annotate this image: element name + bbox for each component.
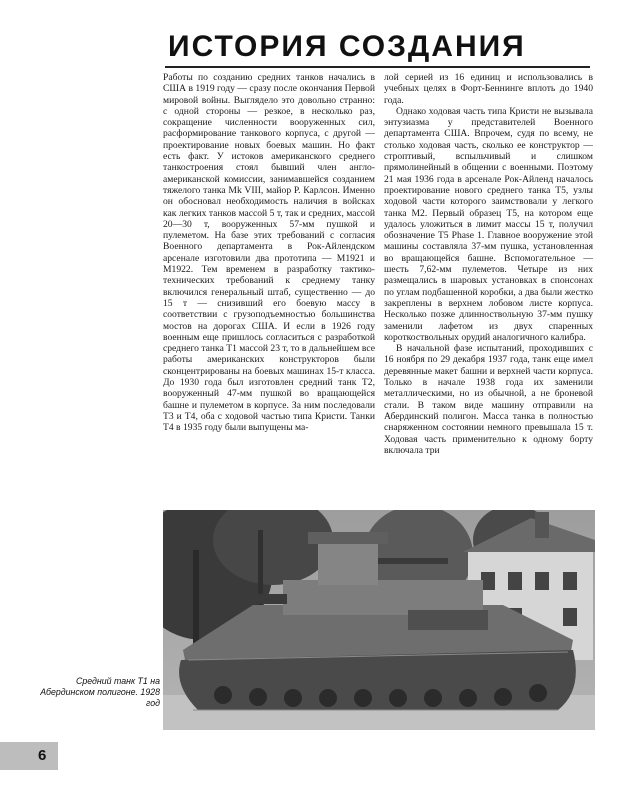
paragraph: Однако ходовая часть типа Кристи не вызывала энтузиазма у представителей Военного департамента США. Впрочем, судя по всему, не столько ходовая часть, сколько ее конструктор — строптивый, вспыльчивый и слишком прямолинейный в общении с военными. Поэтому 21 мая 1936 года в арсенале Рок-Айленд началось проектирование нового среднего танка T5, узлы ходовой части которого заимствовали у легкого танка M2. Первый образец T5, на котором еще удалось уложиться в лимит массы 15 т, получил обозначение T5 Phase 1. Главное вооружение этой машины составляла 37-мм пушка, установленная во вращающейся башне. Вспомогательное — шесть 7,62-мм пулеметов. Четыре из них размещались в шаровых установках в спонсонах по углам подбашенной коробки, а два были жестко закреплены в верхнем лобовом листе корпуса. Несколько позже длинноствольную 37-мм пушку заменили лафетом из двух спаренных короткоствольных орудий аналогичного калибра. [384,105,593,343]
text-column-right [384,72,593,508]
paragraph: Работы по созданию средних танков начались в США в 1919 году — сразу после окончания Первой мировой войны. Выглядело это довольно странно: с одной стороны — резкое, в несколько раз, сокращение численности вооруженных сил, расформирование танкового корпуса, с другой — проектирование новых боевых машин. Но факт есть факт. У истоков американского среднего танкостроения стоял бывший член англо-американской комиссии, занимавшейся созданием тяжелого танка Mk VIII, майор Р. Карлсон. Именно он обосновал необходимость наличия в войсках как легких танков массой 5 т, так и средних, массой 20—30 т, вооруженных 57-мм пушкой и пулеметом. На базе этих требований с согласия Военного департамента в Рок-Айлендском арсенале изготовили два прототипа — M1921 и M1922. Тем временем в разработку тактико-технических требований к среднему танку включился генеральный штаб, существенно — до 15 т — снизивший его боевую массу в соответствии с грузоподъемностью большинства мостов на дорогах США. И если в 1926 году военным еще пришлось согласиться с разработкой среднего танка T1 массой 23 т, то в дальнейшем все работы американских конструкторов были сконцентрированы на боевых машинах 15-т класса. До 1930 года был изготовлен средний танк T2, вооруженный 47-мм пушкой во вращающейся башне и пулеметом в корпусе. За ним последовали T3 и T4, оба с ходовой частью типа Кристи. Танки T4 в 1935 году были выпущены ма- [163,72,375,434]
tank-photo [163,510,595,730]
page-number: 6 [38,747,47,764]
photo-caption: Средний танк T1 на Абердинском полигоне. 1928 год [40,676,160,708]
text-column-left [163,72,375,508]
page-title: ИСТОРИЯ СОЗДАНИЯ [168,30,526,63]
paragraph: В начальной фазе испытаний, проходивших с 16 ноября по 29 декабря 1937 года, танк еще имел деревянные макет башни и верхней части корпуса. Только в начале 1938 года их заменили металлическими, но из обычной, а не броневой стали. В таком виде машину отправили на Абердинский полигон. Масса танка в полностью снаряженном состоянии немного превышала 15 т. Ходовая часть применительно к одному борту включала три [384,343,593,456]
title-rule [165,66,590,68]
paragraph: лой серией из 16 единиц и использовались в учебных целях в Форт-Беннинге вплоть до 1940 года. [384,72,593,106]
